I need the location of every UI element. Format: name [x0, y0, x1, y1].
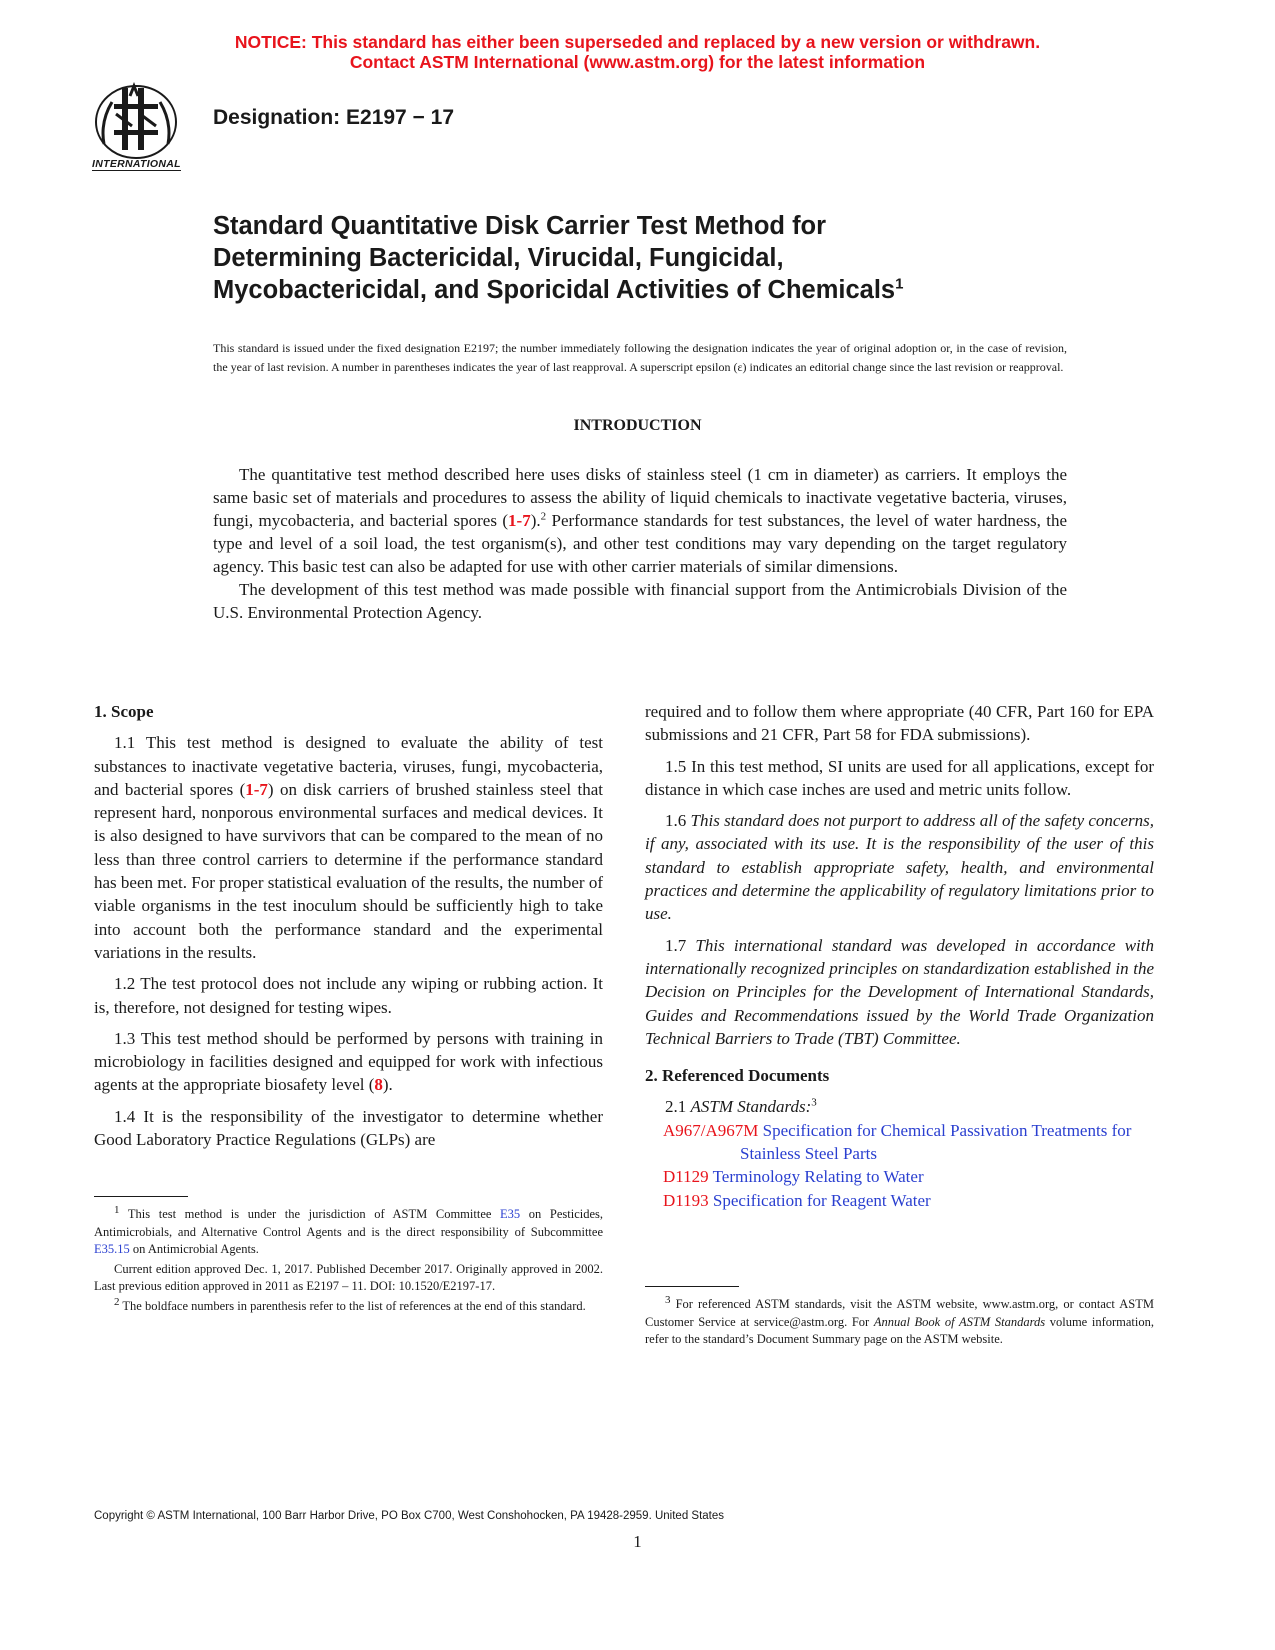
section-1-6: 1.6 This standard does not purport to address all of the safety concerns, if any, associated with its use. It is the responsibility of the user of this standard to establish appropriate safety, health, and environmental practices and determine the applicability of regulatory limitations prior to use. [645, 811, 1155, 924]
introduction-paragraph-2: The development of this test method was made possible with financial support from the Antimicrobials Division of the U.S. Environmental Protection Agency. [213, 580, 1067, 622]
notice-line-2: Contact ASTM International (www.astm.org) for the latest information [349, 52, 926, 72]
standard-reference[interactable]: D1129 Terminology Relating to Water [663, 1167, 924, 1187]
reference-citation[interactable]: 8 [374, 1075, 383, 1095]
logo-label: INTERNATIONAL [92, 158, 181, 170]
footnote-1: $^1$ This test method is under the jurisdiction of ASTM Committee E35 on Pesticides, Antimicrobials, and Alternative Control Agents and is the direct responsibility of Subcommittee E35.15 on Antimicrobial Agents. [94, 1203, 604, 1256]
footnote-divider [645, 1286, 739, 1287]
section-1-5: 1.5 In this test method, SI units are used for all applications, except for distance in which case inches are used and metric units follow. [645, 756, 1154, 799]
section-1-2: 1.2 The test protocol does not include any wiping or rubbing action. It is, therefore, not designed for testing wipes. [94, 974, 603, 1017]
title-line-1: Standard Quantitative Disk Carrier Test Method for [213, 212, 827, 240]
title-line-3-text: Mycobactericidal, and Sporicidal Activities of Chemicals [213, 276, 896, 304]
designation: Designation: E2197 − 17 [213, 106, 455, 129]
introduction-heading: INTRODUCTION [573, 417, 702, 434]
copyright: Copyright © ASTM International, 100 Barr Harbor Drive, PO Box C700, West Conshohocken, PA 19428-2959. United States [94, 1510, 725, 1522]
introduction-paragraph-1: The quantitative test method described here uses disks of stainless steel (1 cm in diameter) as carriers. It employs the same basic set of materials and procedures to assess the ability of liquid chemicals to inactivate vegetative bacteria, viruses, fungi, mycobacteria, and bacterial spores (1-7).$^2$ Performance standards for test substances, the level of water hardness, the type and level of a soil load, the test organism(s), and other test conditions may vary depending on the target regulatory agency. This basic test can also be adapted for use with other carrier materials of similar dimensions. [213, 465, 1068, 576]
footnotes-left [94, 1203, 604, 1315]
scope-heading: 1. Scope [94, 702, 154, 721]
section-2-1: 2.1 ASTM Standards:$^3$ [665, 1096, 817, 1117]
title-line-3 [213, 274, 1113, 306]
notice-line-1: NOTICE: This standard has either been superseded and replaced by a new version or withdrawn. [234, 32, 1041, 52]
footnotes-right [645, 1293, 1155, 1349]
standard-reference[interactable]: A967/A967M Specification for Chemical Passivation Treatments for Stainless Steel Parts [663, 1120, 1132, 1164]
standard-reference[interactable]: D1193 Specification for Reagent Water [663, 1190, 931, 1210]
title-footnote-ref[interactable]: 1 [895, 275, 904, 293]
section-1-1: 1.1 This test method is designed to evaluate the ability of test substances to inactivate vegetative bacteria, viruses, fungi, mycobacteria, and bacterial spores (1-7) on disk carriers of brushed stainless steel that represent hard, nonporous environmental surfaces and medical devices. It is also designed to have survivors that can be compared to the mean of no less than three control carriers to determine if the performance standard has been met. For proper statistical evaluation of the results, the number of viable organisms in the test inoculum should be sufficiently high to take into account both the performance standard and the experimental variations in the results. [94, 733, 603, 962]
footnote-ref[interactable]: 3 [811, 1096, 817, 1109]
right-column [645, 700, 1154, 1212]
supersession-notice [0, 32, 1275, 72]
referenced-documents-heading: 2. Referenced Documents [645, 1066, 830, 1086]
footnote-ref[interactable]: 2 [540, 510, 547, 523]
astm-logo [92, 82, 200, 178]
reference-citation[interactable]: 1-7 [245, 779, 268, 799]
footnote-divider [94, 1196, 188, 1197]
section-1-4-continued: required and to follow them where appropriate (40 CFR, Part 160 for EPA submissions and 21 CFR, Part 58 for FDA submissions). [645, 702, 1154, 745]
page-number: 1 [633, 1532, 642, 1551]
referenced-standards-list [645, 1119, 1154, 1212]
section-1-7: 1.7 This international standard was developed in accordance with internationally recognized principles on standardization established in the Decision on Principles for the Development of International Standards, Guides and Recommendations issued by the World Trade Organization Technical Barriers to Trade (TBT) Committee. [645, 935, 1154, 1048]
edition-note: Current edition approved Dec. 1, 2017. Published December 2017. Originally approved in 2002. Last previous edition approved in 2011 as E2197 – 11. DOI: 10.1520/E2197-17. [94, 1261, 603, 1293]
document-title [213, 210, 1113, 306]
subcommittee-link[interactable]: E35.15 [94, 1242, 130, 1256]
section-1-4: 1.4 It is the responsibility of the investigator to determine whether Good Laboratory Practice Regulations (GLPs) are [94, 1106, 603, 1150]
footnote-3: $^3$ For referenced ASTM standards, visit the ASTM website, www.astm.org, or contact ASTM Customer Service at service@astm.org. For Annual Book of ASTM Standards volume information, refer to the standard’s Document Summary page on the ASTM website. [645, 1293, 1155, 1346]
issued-note: This standard is issued under the fixed designation E2197; the number immediately following the designation indicates the year of original adoption or, in the case of revision, the year of last revision. A number in parentheses indicates the year of last reapproval. A superscript epsilon (ε) indicates an editorial change since the last revision or reapproval. [213, 341, 1067, 374]
committee-link[interactable]: E35 [500, 1207, 521, 1221]
introduction-body [213, 463, 1067, 624]
section-1-3: 1.3 This test method should be performed by persons with training in microbiology in facilities designed and equipped for work with infectious agents at the appropriate biosafety level (8). [94, 1028, 603, 1095]
reference-citation[interactable]: 1-7 [508, 511, 531, 530]
footnote-2: $^2$ The boldface numbers in parenthesis refer to the list of references at the end of this standard. [114, 1295, 586, 1313]
left-column [94, 700, 603, 1159]
title-line-2: Determining Bactericidal, Virucidal, Fungicidal, [213, 244, 784, 272]
